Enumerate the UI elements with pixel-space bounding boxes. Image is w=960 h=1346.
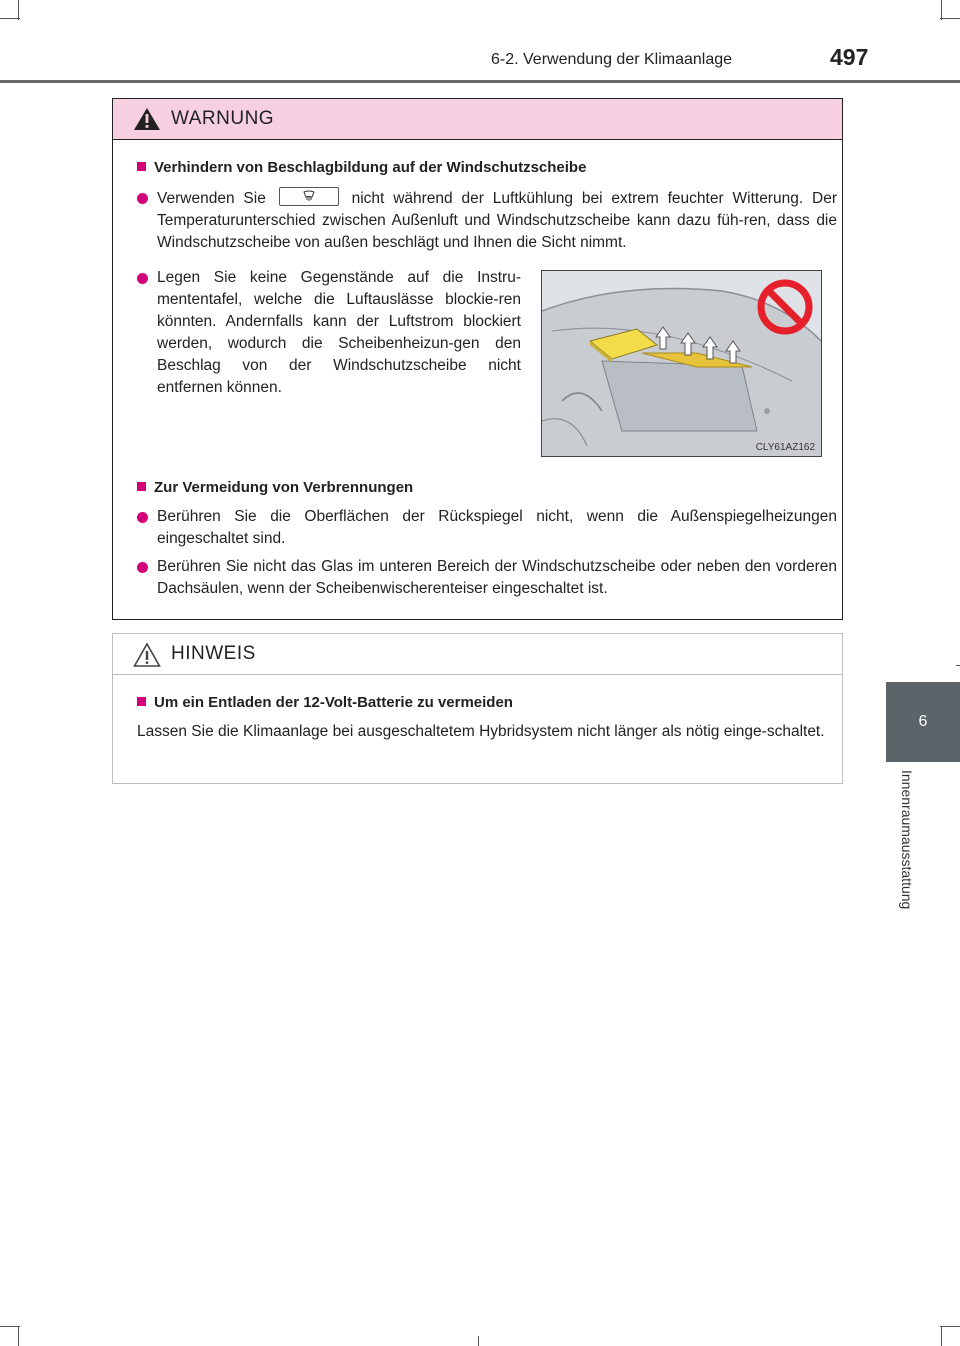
dashboard-illustration bbox=[541, 270, 822, 457]
caution-triangle-icon bbox=[133, 642, 161, 673]
warning-triangle-icon bbox=[133, 107, 161, 136]
round-bullet-icon bbox=[137, 562, 148, 573]
crop-mark bbox=[0, 18, 20, 19]
crop-mark bbox=[18, 0, 19, 20]
page-number: 497 bbox=[830, 44, 869, 70]
notice-title: HINWEIS bbox=[171, 643, 256, 664]
crop-mark bbox=[956, 665, 960, 666]
section-title: 6-2. Verwendung der Klimaanlage bbox=[491, 51, 733, 68]
section-heading-fog: Verhindern von Beschlagbildung auf der Windschutzscheibe bbox=[137, 159, 586, 176]
crop-mark bbox=[940, 1326, 960, 1327]
windshield-defog-icon bbox=[279, 187, 339, 206]
notice-header bbox=[113, 634, 842, 675]
warning-title: WARNUNG bbox=[171, 108, 275, 129]
warning-header bbox=[113, 99, 842, 140]
notice-box bbox=[112, 633, 843, 784]
list-item: Berühren Sie die Oberflächen der Rückspiegel nicht, wenn die Außenspiegelheizungen eingeschaltet sind. bbox=[137, 506, 837, 550]
square-bullet-icon bbox=[137, 482, 146, 491]
chapter-label: Innenraumausstattung bbox=[899, 770, 915, 910]
chapter-number: 6 bbox=[918, 713, 928, 730]
crop-mark bbox=[940, 18, 960, 19]
crop-mark bbox=[18, 1326, 19, 1346]
figure-caption: CLY61AZ162 bbox=[755, 442, 815, 453]
dashboard-vent-illustration bbox=[542, 271, 821, 456]
crop-mark bbox=[0, 1326, 20, 1327]
notice-heading: Um ein Entladen der 12-Volt-Batterie zu vermeiden bbox=[137, 694, 513, 711]
warning-box bbox=[112, 98, 843, 620]
list-item: Verwenden Sie nicht während der Luftkühlung bei extrem feuchter Witterung. Der Temperaturunterschied zwischen Außenluft und Windschutzscheibe kann dazu füh-ren, dass die Windschutzscheibe von außen beschlägt und Ihnen die Sicht nimmt. bbox=[137, 187, 837, 254]
notice-text: Lassen Sie die Klimaanlage bei ausgeschaltetem Hybridsystem nicht länger als nötig einge-schaltet. bbox=[137, 723, 825, 740]
chapter-tab bbox=[886, 682, 960, 762]
round-bullet-icon bbox=[137, 512, 148, 523]
list-item: Legen Sie keine Gegenstände auf die Instru-mententafel, welche die Luftauslässe blockie-ren könnten. Andernfalls kann der Luftstrom blockiert werden, wodurch die Scheibenheizun-gen den Beschlag von der Windschutzscheibe nicht entfernen können. bbox=[137, 267, 521, 399]
section-heading-burns: Zur Vermeidung von Verbrennungen bbox=[137, 479, 413, 496]
round-bullet-icon bbox=[137, 273, 148, 284]
square-bullet-icon bbox=[137, 162, 146, 171]
crop-mark bbox=[941, 1326, 942, 1346]
square-bullet-icon bbox=[137, 697, 146, 706]
round-bullet-icon bbox=[137, 193, 148, 204]
crop-mark bbox=[941, 0, 942, 20]
header-divider bbox=[0, 80, 960, 83]
list-item: Berühren Sie nicht das Glas im unteren Bereich der Windschutzscheibe oder neben den vorderen Dachsäulen, wenn der Scheibenwischerenteiser eingeschaltet ist. bbox=[137, 556, 837, 600]
crop-mark bbox=[478, 1336, 479, 1346]
